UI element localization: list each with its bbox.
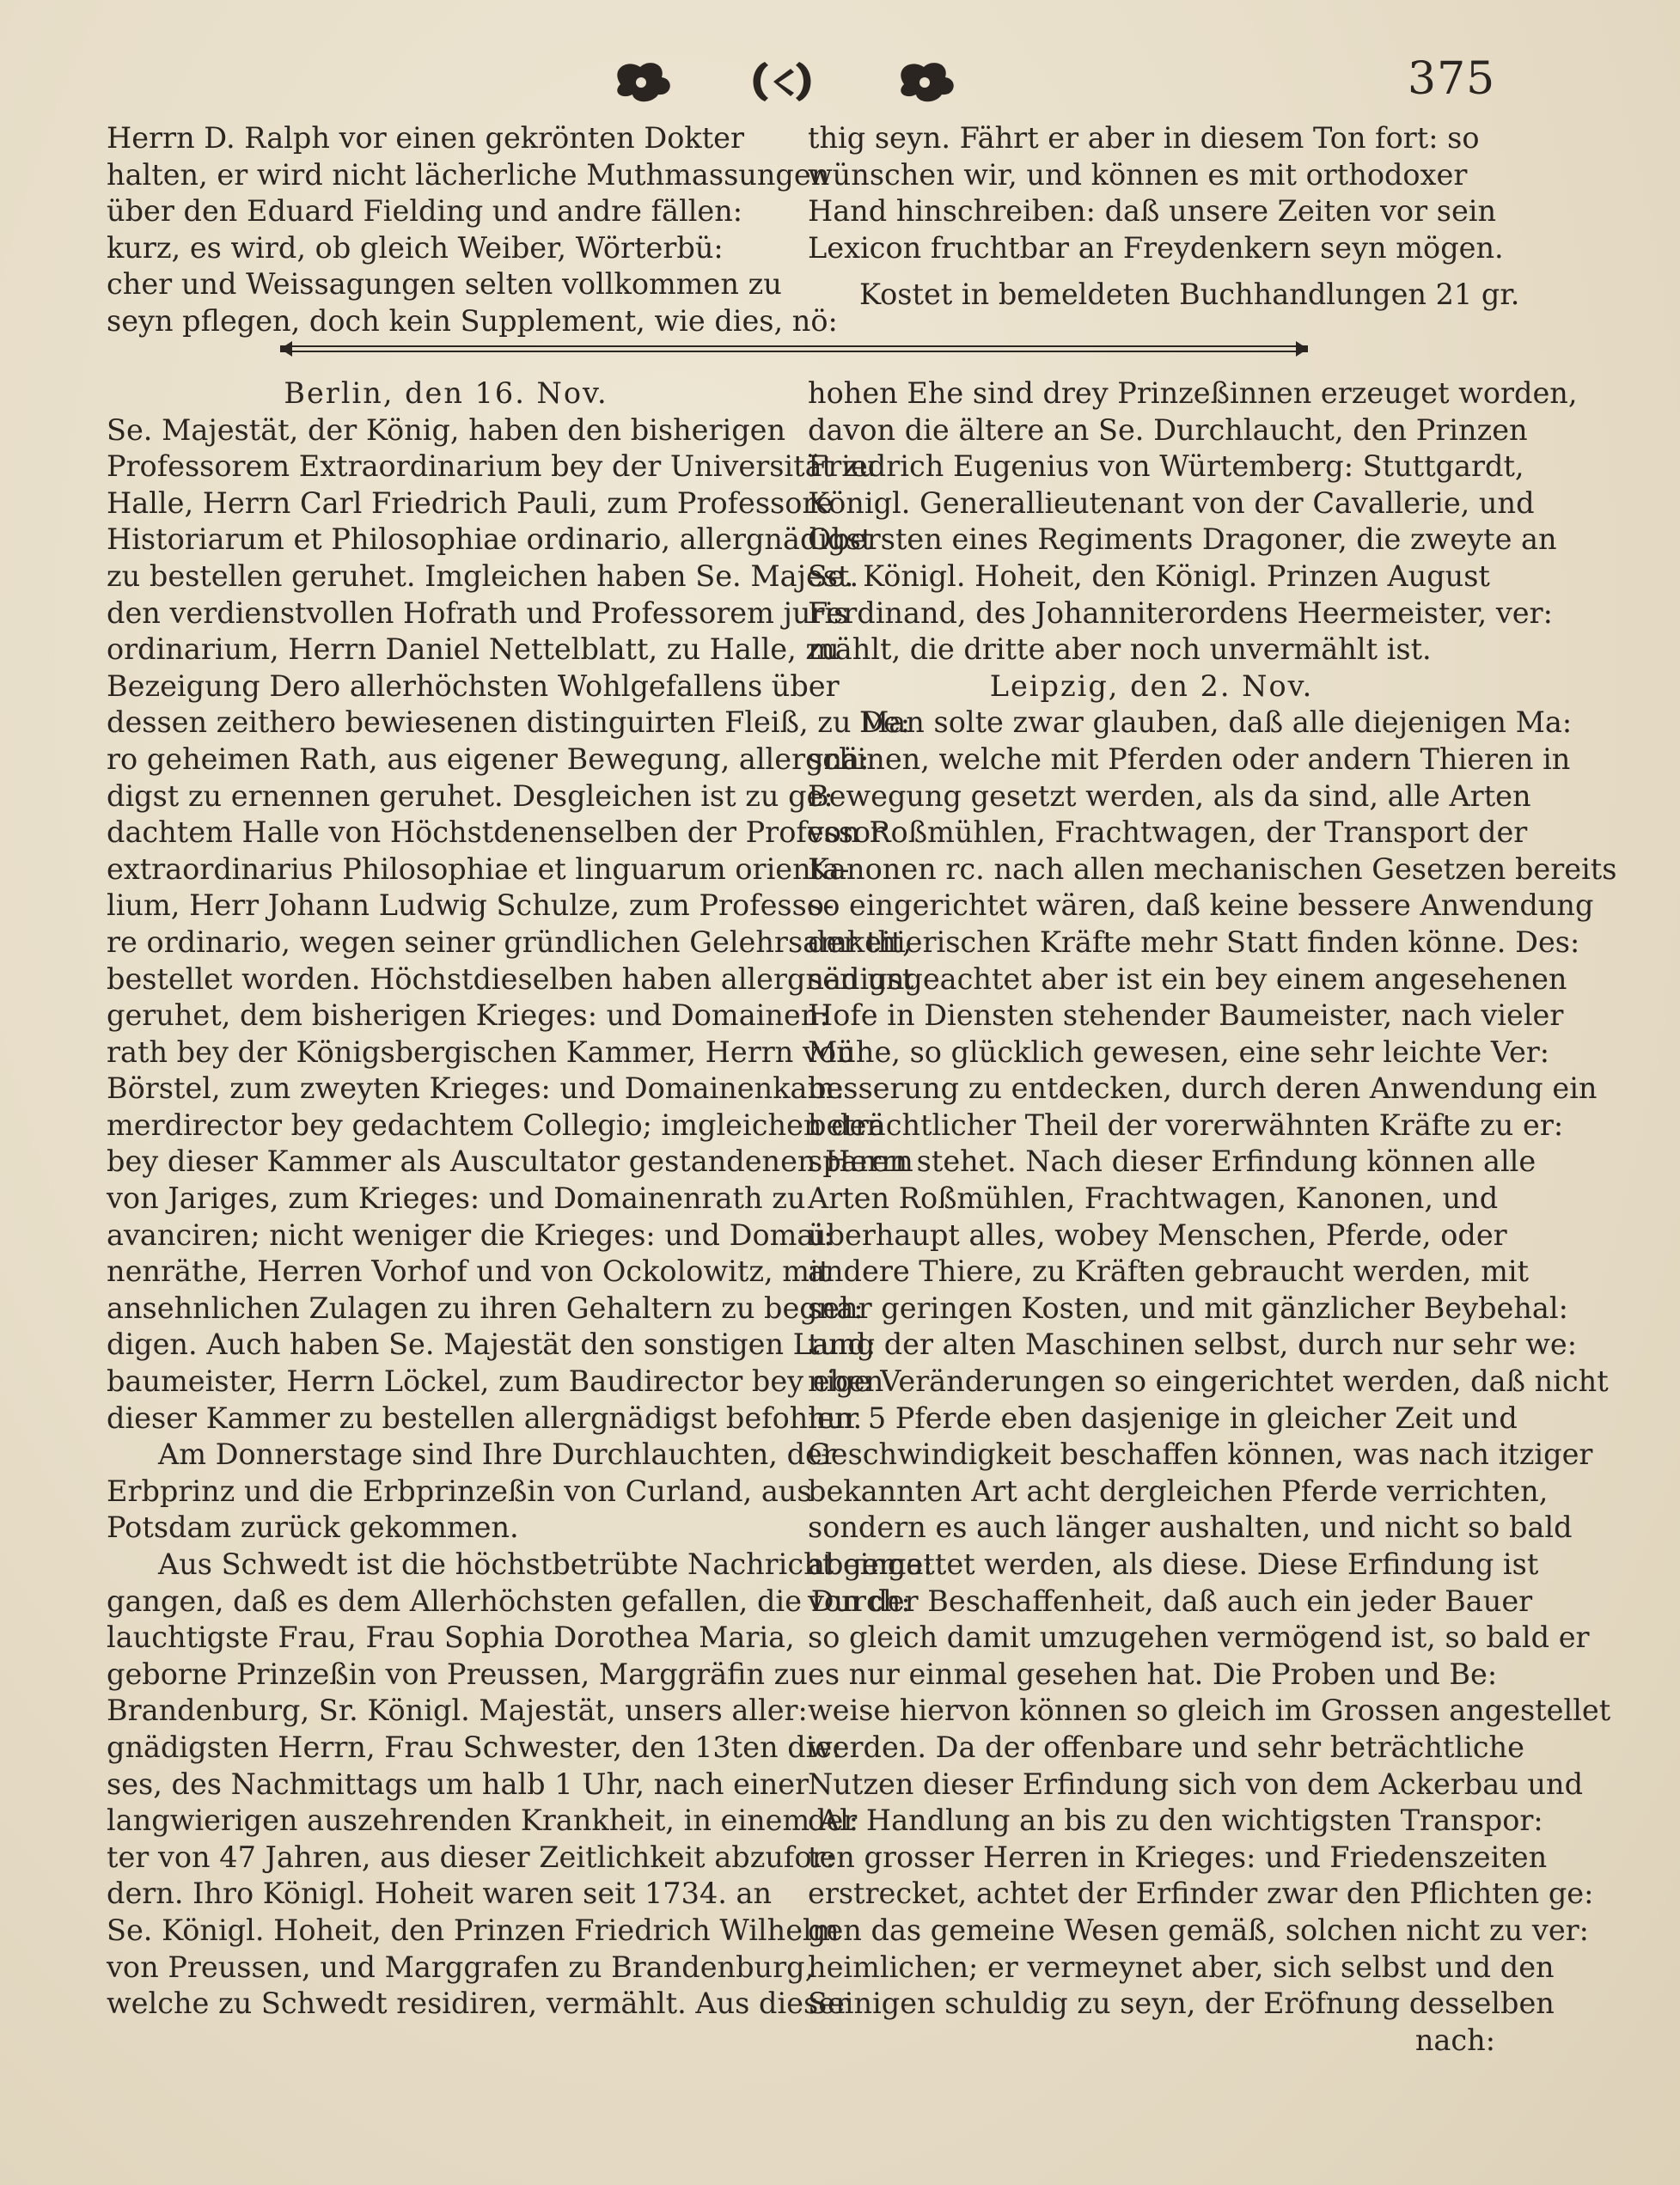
text-line: re ordinario, wegen seiner gründlichen Gelehrsamkeit, [107,925,912,959]
text-line: sen ungeachtet aber ist ein bey einem angesehenen [808,961,1567,996]
section-heading-berlin: Berlin, den 16. Nov. [284,376,608,410]
text-line: bekannten Art acht dergleichen Pferde verrichten, [808,1474,1549,1508]
text-line: Potsdam zurück gekommen. [107,1511,519,1545]
text-line: es nur einmal gesehen hat. Die Proben und Be: [808,1657,1498,1691]
text-line: avanciren; nicht weniger die Krieges: und Domai: [107,1218,834,1252]
text-line: merdirector bey gedachtem Collegio; imgleichen den [107,1108,885,1142]
text-line: sondern es auch länger aushalten, und nicht so bald [808,1511,1573,1545]
text-line: geborne Prinzeßin von Preussen, Marggräfin zu [107,1657,808,1691]
text-line: ses, des Nachmittags um halb 1 Uhr, nach einer [107,1767,809,1801]
text-line: überhaupt alles, wobey Menschen, Pferde, oder [808,1218,1507,1252]
text-line: schinen, welche mit Pferden oder andern Thieren in [808,742,1571,776]
text-line: Se. Königl. Hoheit, den Königl. Prinzen August [808,558,1490,593]
text-line: baumeister, Herrn Löckel, zum Baudirector bey eben [107,1364,884,1399]
text-line: Se. Majestät, der König, haben den bisherigen [107,412,786,447]
text-line: sparen stehet. Nach dieser Erfindung können alle [808,1144,1536,1179]
text-line: digst zu ernennen geruhet. Desgleichen ist zu ge: [107,778,834,813]
header-ornament [602,52,971,112]
section-heading-leipzig: Leipzig, den 2. Nov. [989,668,1314,703]
text-line: ter von 47 Jahren, aus dieser Zeitlichkeit abzufor: [107,1840,835,1874]
text-line: Kanonen rc. nach allen mechanischen Gesetzen bereits [808,851,1617,886]
text-line: Nutzen dieser Erfindung sich von dem Ackerbau und [808,1767,1584,1801]
text-line: Herrn D. Ralph vor einen gekrönten Dokter [107,121,744,155]
text-line: dieser Kammer zu bestellen allergnädigst befohlen. [107,1401,863,1435]
text-line: dessen zeithero bewiesenen distinguirten Fleiß, zu De: [107,705,911,740]
text-line: nenräthe, Herren Vorhof und von Ockolowitz, mit [107,1254,831,1289]
text-line: wünschen wir, und können es mit orthodoxer [808,157,1468,192]
text-line: Lexicon fruchtbar an Freydenkern seyn mögen. [808,230,1504,265]
text-line: ansehnlichen Zulagen zu ihren Gehaltern zu begna: [107,1291,864,1325]
text-line: Se. Königl. Hoheit, den Prinzen Friedrich Wilhelm [107,1913,840,1947]
text-line: mählt, die dritte aber noch unvermählt ist. [808,632,1432,667]
text-line: Mühe, so glücklich gewesen, eine sehr leichte Ver: [808,1035,1550,1069]
text-line: halten, er wird nicht lächerliche Muthmassungen [107,157,830,192]
text-line: bestellet worden. Höchstdieselben haben allergnädigst [107,961,914,996]
left-column [107,375,933,2023]
text-line: langwierigen auszehrenden Krankheit, in einem Al: [107,1804,859,1838]
text-line: digen. Auch haben Se. Majestät den sonstigen Land: [107,1327,877,1362]
top-left-column [107,120,838,340]
text-line: davon die ältere an Se. Durchlaucht, den Prinzen [808,412,1528,447]
text-line: werden. Da der offenbare und sehr beträchtliche [808,1730,1524,1764]
text-line: Seinigen schuldig zu seyn, der Eröfnung desselben [808,1987,1555,2021]
right-column [808,375,1617,2059]
text-line: Am Donnerstage sind Ihre Durchlauchten, der [158,1437,836,1472]
text-line: Brandenburg, Sr. Königl. Majestät, unsers aller: [107,1694,808,1728]
text-line: weise hiervon können so gleich im Grossen angestellet [808,1694,1611,1728]
text-line: erstrecket, achtet der Erfinder zwar den Pflichten ge: [808,1877,1594,1911]
text-line: dern. Ihro Königl. Hoheit waren seit 1734. an [107,1877,773,1911]
text-line: sehr geringen Kosten, und mit gänzlicher Beybehal: [808,1291,1568,1325]
text-line: lium, Herr Johann Ludwig Schulze, zum Professo- [107,888,834,923]
text-line: Börstel, zum zweyten Krieges: und Domainenkam: [107,1071,845,1106]
text-line: von Jariges, zum Krieges: und Domainenrath zu [107,1181,806,1216]
text-line: Halle, Herrn Carl Friedrich Pauli, zum Professore [107,485,834,520]
text-line: Hand hinschreiben: daß unsere Zeiten vor sein [808,194,1497,229]
text-line: Friedrich Eugenius von Würtemberg: Stuttgardt, [808,449,1524,484]
text-line: Königl. Generallieutenant von der Cavallerie, und [808,485,1535,520]
text-line: von Preussen, und Marggrafen zu Brandenburg, [107,1950,815,1984]
text-line: Erbprinz und die Erbprinzeßin von Curland, aus [107,1474,812,1508]
text-line: Man solte zwar glauben, daß alle diejenigen Ma: [859,705,1573,740]
text-line: tung der alten Maschinen selbst, durch nur sehr we: [808,1327,1577,1362]
text-line: ordinarium, Herrn Daniel Nettelblatt, zu Halle, zu [107,632,840,667]
text-line: heimlichen; er vermeynet aber, sich selbst und den [808,1950,1555,1984]
text-line: extraordinarius Philosophiae et linguarum orienta- [107,851,850,886]
text-line: Aus Schwedt ist die höchstbetrübte Nachricht einge: [158,1547,933,1581]
text-line: Ferdinand, des Johanniterordens Heermeister, ver: [808,595,1553,630]
text-line: ten grosser Herren in Krieges: und Friedenszeiten [808,1840,1548,1874]
decorative-rule [280,338,1308,360]
text-line: Historiarum et Philosophiae ordinario, allergnädigst [107,522,873,557]
text-line: den verdienstvollen Hofrath und Professorem juris [107,595,849,630]
text-line: hohen Ehe sind drey Prinzeßinnen erzeuget worden, [808,376,1578,410]
page-number: 375 [1408,53,1496,105]
top-right-column [808,120,1520,314]
text-line: geruhet, dem bisherigen Krieges: und Domainen: [107,998,829,1033]
text-line: von der Beschaffenheit, daß auch ein jeder Bauer [808,1584,1533,1618]
text-line: nur 5 Pferde eben dasjenige in gleicher Zeit und [808,1401,1518,1435]
text-line: kurz, es wird, ob gleich Weiber, Wörterbü: [107,230,724,265]
text-line: ro geheimen Rath, aus eigener Bewegung, allergnä: [107,742,870,776]
text-line: abgemattet werden, als diese. Diese Erfindung ist [808,1547,1539,1581]
text-line: Bewegung gesetzt werden, als da sind, alle Arten [808,778,1531,813]
text-line: der thierischen Kräfte mehr Statt finden könne. Des: [808,925,1580,959]
text-line: welche zu Schwedt residiren, vermählt. Aus dieser [107,1987,850,2021]
text-line: nige Veränderungen so eingerichtet werden, daß nicht [808,1364,1609,1399]
text-line: rath bey der Königsbergischen Kammer, Herrn von [107,1035,855,1069]
text-line: Geschwindigkeit beschaffen können, was nach itziger [808,1437,1593,1472]
text-line: beträchtlicher Theil der vorerwähnten Kräfte zu er: [808,1108,1564,1142]
text-line: Hofe in Diensten stehender Baumeister, nach vieler [808,998,1564,1033]
text-line: Obersten eines Regiments Dragoner, die zweyte an [808,522,1557,557]
text-line: besserung zu entdecken, durch deren Anwendung ein [808,1071,1598,1106]
text-line: zu bestellen geruhet. Imgleichen haben Se. Majest. [107,558,859,593]
text-line: thig seyn. Fährt er aber in diesem Ton fort: so [808,121,1480,155]
text-line: von Roßmühlen, Frachtwagen, der Transport der [808,815,1528,850]
price-line: Kostet in bemeldeten Buchhandlungen 21 gr. [859,278,1520,312]
text-line: so gleich damit umzugehen vermögend ist, so bald er [808,1620,1590,1655]
text-line: gen das gemeine Wesen gemäß, solchen nicht zu ver: [808,1913,1589,1947]
text-line: dachtem Halle von Höchstdenenselben der Professor [107,815,885,850]
catchword: nach: [1414,2023,1495,2057]
text-line: so eingerichtet wären, daß keine bessere Anwendung [808,888,1594,923]
text-line: Arten Roßmühlen, Frachtwagen, Kanonen, und [808,1181,1499,1216]
text-line: gnädigsten Herrn, Frau Schwester, den 13ten die: [107,1730,842,1764]
text-line: der Handlung an bis zu den wichtigsten Transpor: [808,1804,1543,1838]
text-line: Bezeigung Dero allerhöchsten Wohlgefallens über [107,668,840,703]
text-line: über den Eduard Fielding und andre fällen: [107,194,743,229]
text-line: cher und Weissagungen selten vollkommen zu [107,267,782,302]
text-line: seyn pflegen, doch kein Supplement, wie dies, nö: [107,303,838,338]
text-line: andere Thiere, zu Kräften gebraucht werden, mit [808,1254,1530,1289]
text-line: gangen, daß es dem Allerhöchsten gefallen, die Durch: [107,1584,911,1618]
text-line: Professorem Extraordinarium bey der Universität zu [107,449,877,484]
text-line: lauchtigste Frau, Frau Sophia Dorothea Maria, [107,1620,795,1655]
text-line: bey dieser Kammer als Auscultator gestandenen Herrn [107,1144,913,1179]
